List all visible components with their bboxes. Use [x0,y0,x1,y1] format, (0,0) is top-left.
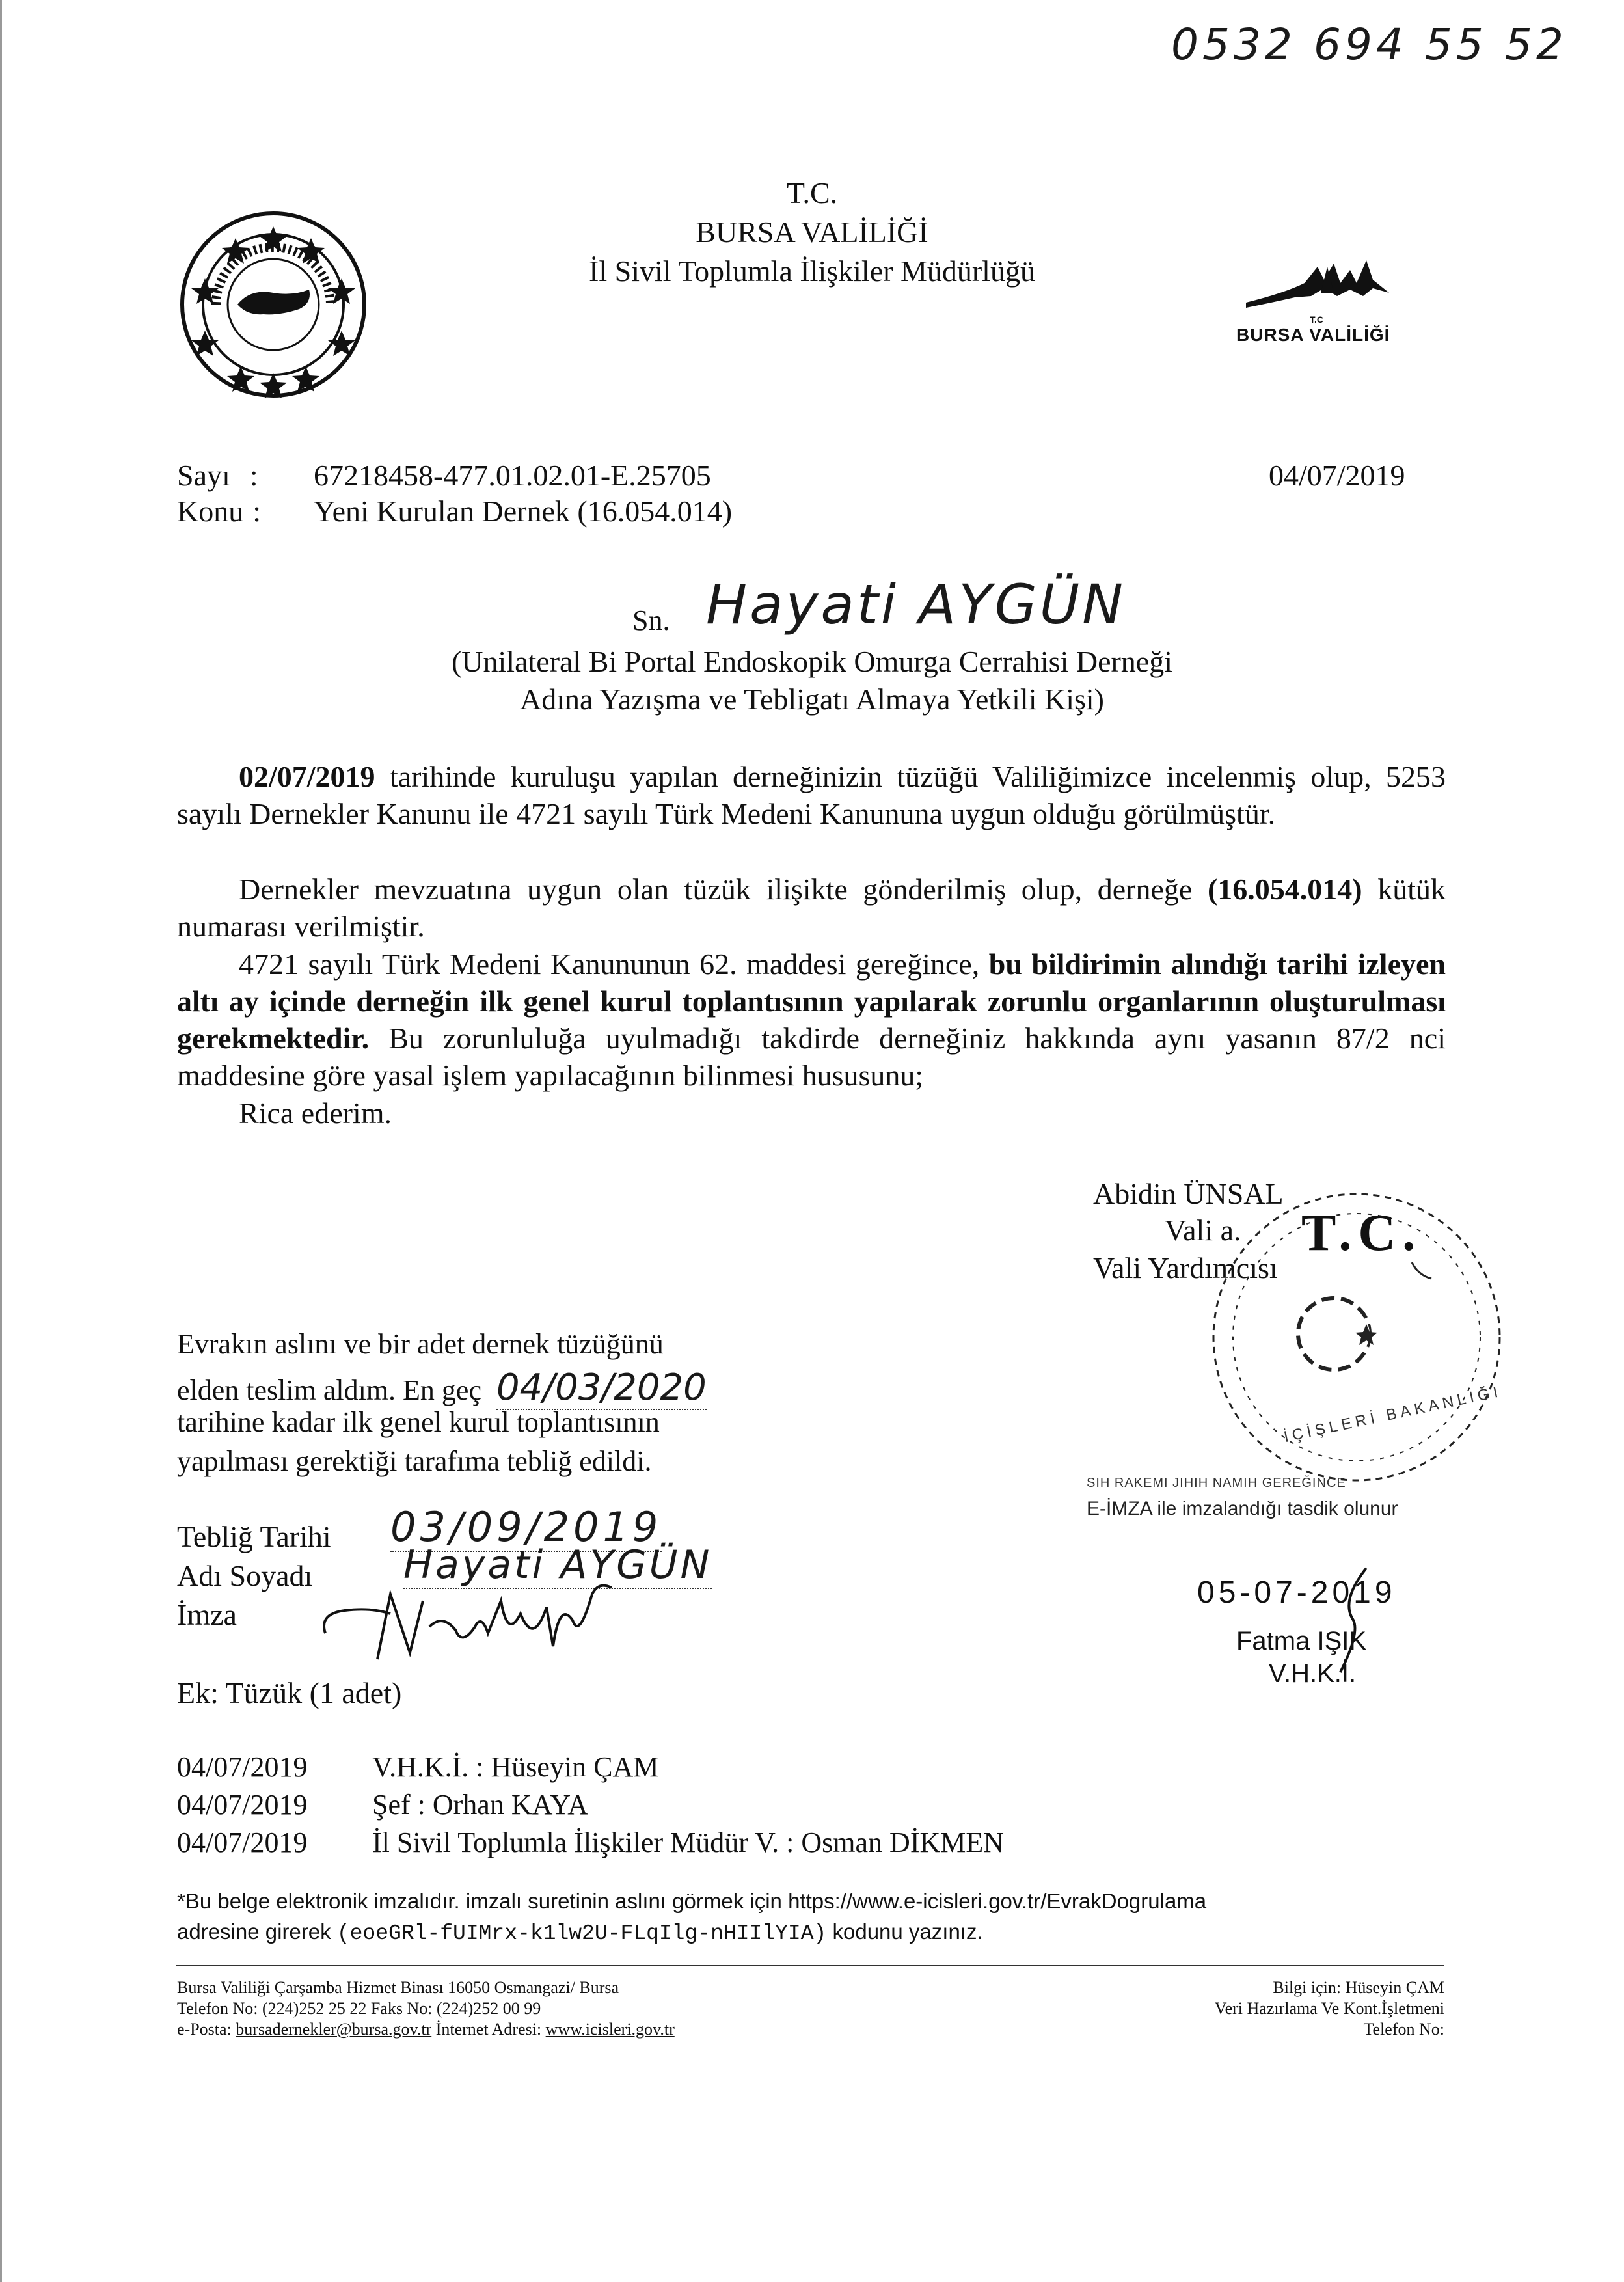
verification-code: (eoeGRl-fUIMrx-k1lw2U-FLqIlg-nHIIlYIA) [336,1922,827,1946]
workflow-3-text: İl Sivil Toplumla İlişkiler Müdür V. : Osman DİKMEN [372,1827,1005,1858]
adsoyad-label: Adı Soyadı [177,1559,313,1592]
konu-label: Konu : [177,495,262,528]
receipt-line1: Evrakın aslını ve bir adet dernek tüzüğünü [177,1328,664,1360]
handwritten-deadline: 04/03/2020 [496,1366,707,1409]
receipt-line3: tarihine kadar ilk genel kurul toplantısının [177,1406,660,1438]
adsoyad-value: Hayati AYGÜN [403,1542,712,1588]
konu-value: Yeni Kurulan Dernek (16.054.014) [314,495,733,528]
signer-title1: Vali a. [1165,1214,1241,1247]
footer-phone: Telefon No: (224)252 25 22 Faks No: (224)252 00 99 [177,1999,541,2018]
body-closing: Rica ederim. [239,1096,392,1130]
bursa-valiligi-logo [1233,257,1428,355]
footer-info-title: Veri Hazırlama Ve Kont.İşletmeni [1214,1999,1444,2018]
e-signature-notice-line2: adresine girerek (eoeGRl-fUIMrx-k1lw2U-FLqIlg-nHIIlYIA) kodunu yazınız. [177,1920,983,1946]
stamp-tc-text: T.C. [1301,1204,1422,1262]
certification-title: V.H.K.İ. [1269,1659,1357,1688]
signer-name: Abidin ÜNSAL [1093,1177,1284,1210]
stamp-ring-text: İÇİŞLERİ BAKANLIĞI [1282,1382,1504,1447]
receipt-line4: yapılması gerektiği tarafıma tebliğ edildi. [177,1445,652,1477]
certification-date: 05-07-2019 [1197,1575,1396,1610]
recipient-prefix: Sn. [632,604,670,636]
footer-address: Bursa Valiliği Çarşamba Hizmet Binası 16050 Osmangazi/ Bursa [177,1978,619,1997]
workflow-1-date: 04/07/2019 [177,1751,308,1783]
footer-info-contact: Bilgi için: Hüseyin ÇAM [1273,1978,1444,1997]
official-round-stamp [1204,1184,1509,1490]
body-paragraph-3: 4721 sayılı Türk Medeni Kanununun 62. maddesi gereğince, bu bildirimin alındığı tarihi izleyen altı ay içinde derneğin ilk genel kurul toplantısının yapılarak zorunlu organlarının oluşturulması gerekmektedir. Bu zorunluluğa uyulmadığı takdirde derneğiniz hakkında aynı yasanın 87/2 nci maddesine göre yasal işlem yapılacağının bilinmesi hususunu; [177,947,1446,1092]
body-paragraph-1: 02/07/2019 tarihinde kuruluşu yapılan derneğinizin tüzüğü Valiliğimizce incelenmiş olup, 5253 sayılı Dernekler Kanunu ile 4721 sayılı Türk Medeni Kanununa uygun olduğu görülmüştür. [177,760,1446,830]
footer-info-phone: Telefon No: [1363,2020,1444,2039]
certification-line1: SIH RAKEMI JIHIH NAMIH GEREĞINCE [1087,1476,1346,1490]
scan-edge [0,0,2,2282]
teblig-tarihi-label: Tebliğ Tarihi [177,1520,331,1553]
header-valilik: BURSA VALİLİĞİ [696,215,928,249]
logo-text: BURSA VALİLİĞİ [1236,325,1390,345]
recipient-line2: Adına Yazışma ve Tebligatı Almaya Yetkili Kişi) [520,683,1104,716]
recipient-signature [312,1575,638,1672]
attachment: Ek: Tüzük (1 adet) [177,1676,402,1709]
header-tc: T.C. [786,176,838,210]
receipt-line2: elden teslim aldım. En geç 04/03/2020 [177,1366,707,1409]
document-date: 04/07/2019 [1269,459,1405,492]
logo-tc-text: T.C [1310,314,1323,325]
footer-divider [176,1965,1444,1966]
certification-line2: E-İMZA ile imzalandığı tasdik olunur [1087,1498,1398,1519]
sayi-value: 67218458-477.01.02.01-E.25705 [314,459,711,492]
workflow-2-text: Şef : Orhan KAYA [372,1789,589,1821]
e-signature-notice-line1: *Bu belge elektronik imzalıdır. imzalı suretinin aslını görmek için https://www.e-icisleri.gov.tr/EvrakDogrulama [177,1889,1207,1913]
workflow-3-date: 04/07/2019 [177,1827,308,1858]
teblig-tarihi-value: 03/09/2019 [390,1503,662,1551]
imza-label: İmza [177,1598,237,1631]
signer-title2: Vali Yardımcısı [1093,1251,1278,1284]
header-mudurluk: İl Sivil Toplumla İlişkiler Müdürlüğü [589,254,1035,288]
recipient-line1: (Unilateral Bi Portal Endoskopik Omurga Cerrahisi Derneği [451,645,1173,678]
certifier-signature [1314,1562,1392,1679]
workflow-1-text: V.H.K.İ. : Hüseyin ÇAM [372,1751,659,1783]
footer-email-link[interactable]: bursadernekler@bursa.gov.tr [236,2020,432,2039]
handwritten-phone: 0532 694 55 52 [1171,20,1567,70]
footer-contact: e-Posta: bursadernekler@bursa.gov.tr İnternet Adresi: www.icisleri.gov.tr [177,2020,675,2039]
body-paragraph-2: Dernekler mevzuatına uygun olan tüzük ilişikte gönderilmiş olup, derneğe (16.054.014) kütük numarası verilmiştir. [177,873,1446,943]
workflow-2-date: 04/07/2019 [177,1789,308,1821]
certification-name: Fatma IŞIK [1236,1627,1367,1655]
recipient-handwritten-name: Hayati AYGÜN [706,573,1126,636]
footer-web-link[interactable]: www.icisleri.gov.tr [545,2020,675,2039]
sayi-label: Sayı : [177,459,258,492]
